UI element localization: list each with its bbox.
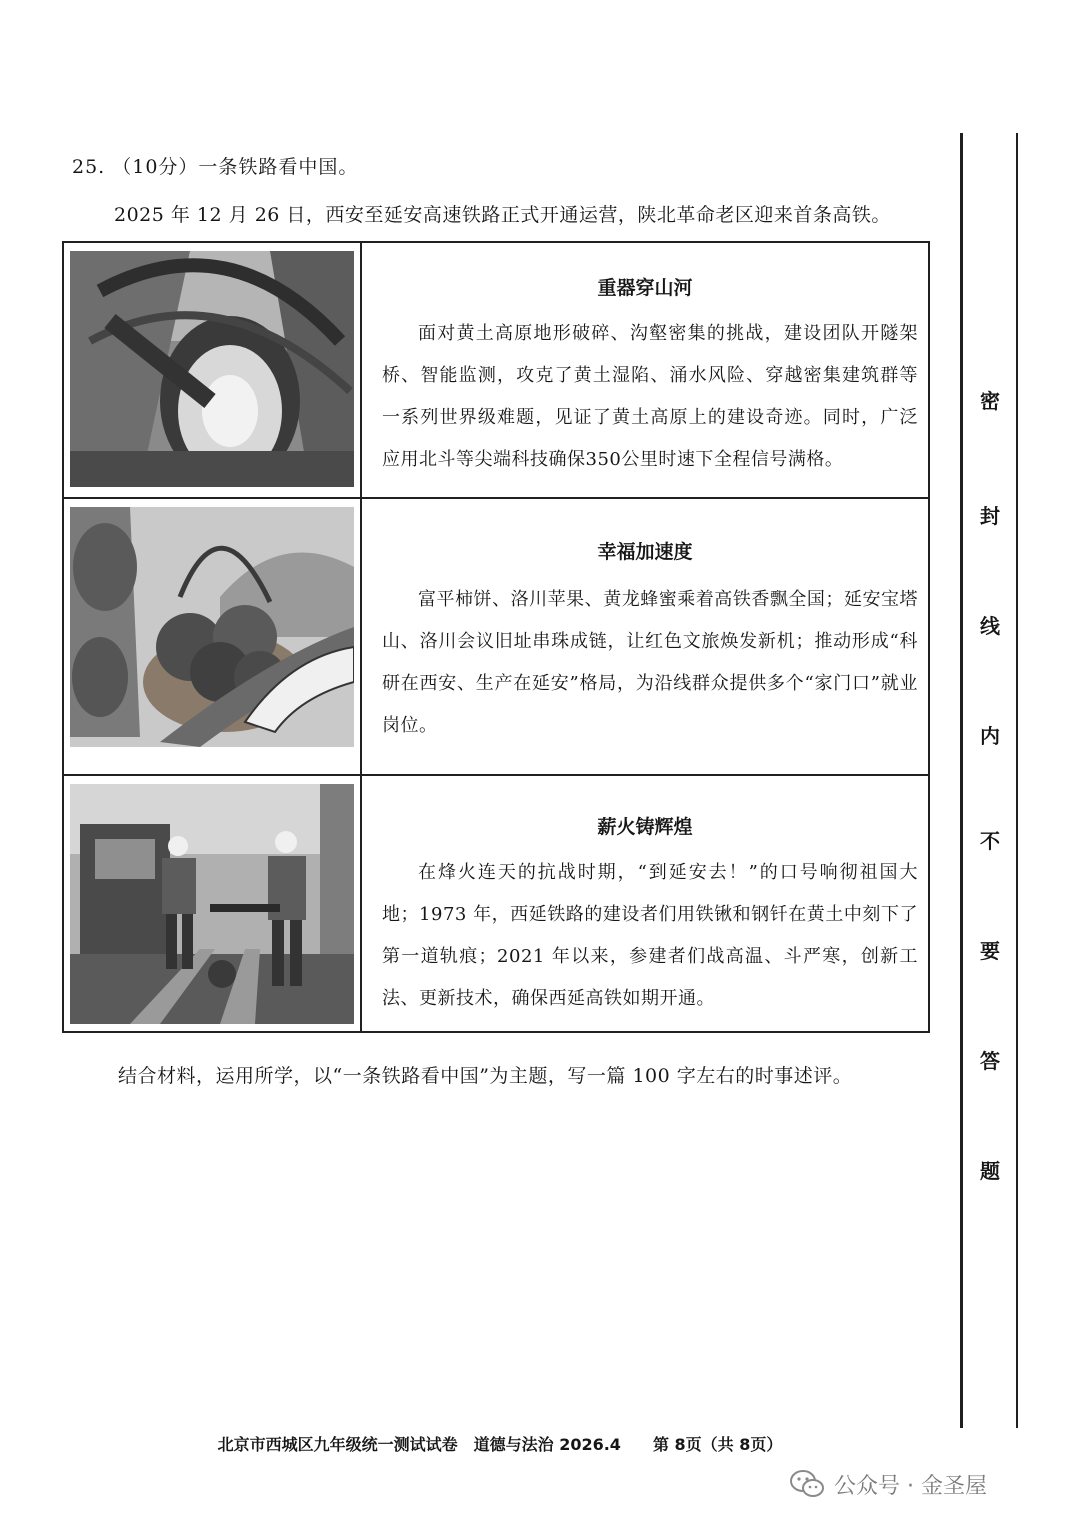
question-intro: 2025 年 12 月 26 日，西安至延安高速铁路正式开通运营，陕北革命老区迎来首条高铁。 — [114, 204, 891, 226]
material-row — [64, 776, 928, 1031]
material-table — [62, 241, 930, 1033]
material-row — [64, 499, 928, 776]
seal-line-char: 内 — [980, 724, 1000, 748]
material-text: 面对黄土高原地形破碎、沟壑密集的挑战，建设团队开隧架桥、智能监测，攻克了黄土湿陷、涌水风险、穿越密集建筑群等一系列世界级难题，见证了黄土高原上的建设奇迹。同时，广泛应用北斗等尖端科技确保350公里时速下全程信号满格。 — [382, 323, 918, 470]
material-image-cell — [64, 776, 362, 1031]
wechat-icon — [790, 1469, 824, 1499]
material-row — [64, 243, 928, 499]
tunnel-illustration — [70, 251, 354, 487]
watermark-text: 公众号 · 金圣屋 — [834, 1473, 987, 1499]
material-image-cell — [64, 499, 362, 774]
seal-line-char: 密 — [980, 389, 1000, 413]
material-text: 富平柿饼、洛川苹果、黄龙蜂蜜乘着高铁香飘全国；延安宝塔山、洛川会议旧址串珠成链，让红色文旅焕发新机；推动形成“科研在西安、生产在延安”格局，为沿线群众提供多个“家门口”就业岗位。 — [382, 589, 918, 736]
material-image-cell — [64, 243, 362, 497]
material-heading: 幸福加速度 — [597, 541, 693, 563]
material-text: 在烽火连天的抗战时期，“到延安去！”的口号响彻祖国大地；1973 年，西延铁路的建设者们用铁锹和钢钎在黄土中刻下了第一道轨痕；2021 年以来，参建者们战高温、斗严寒，创新工法、更新技术，确保西延高铁如期开通。 — [382, 862, 918, 1009]
seal-line-char: 不 — [980, 829, 1000, 853]
seal-line-divider — [1016, 133, 1018, 1428]
fruit-train-illustration — [70, 507, 354, 747]
question-title: 25. （10分）一条铁路看中国。 — [72, 156, 359, 178]
seal-line-divider — [960, 133, 963, 1428]
watermark — [790, 1466, 987, 1502]
seal-line-char: 要 — [980, 939, 1000, 963]
seal-line-char: 题 — [980, 1159, 1000, 1183]
seal-line-char: 封 — [980, 504, 1000, 528]
page-footer: 北京市西城区九年级统一测试试卷 道德与法治 2026.4 第 8页（共 8页） — [217, 1435, 783, 1454]
rail-workers-photo — [70, 784, 354, 1024]
material-heading: 薪火铸辉煌 — [597, 816, 693, 838]
task-prompt: 结合材料，运用所学，以“一条铁路看中国”为主题，写一篇 100 字左右的时事述评。 — [118, 1065, 853, 1087]
seal-line-char: 答 — [980, 1049, 1000, 1073]
material-heading: 重器穿山河 — [597, 277, 693, 299]
seal-line-char: 线 — [980, 614, 1000, 638]
